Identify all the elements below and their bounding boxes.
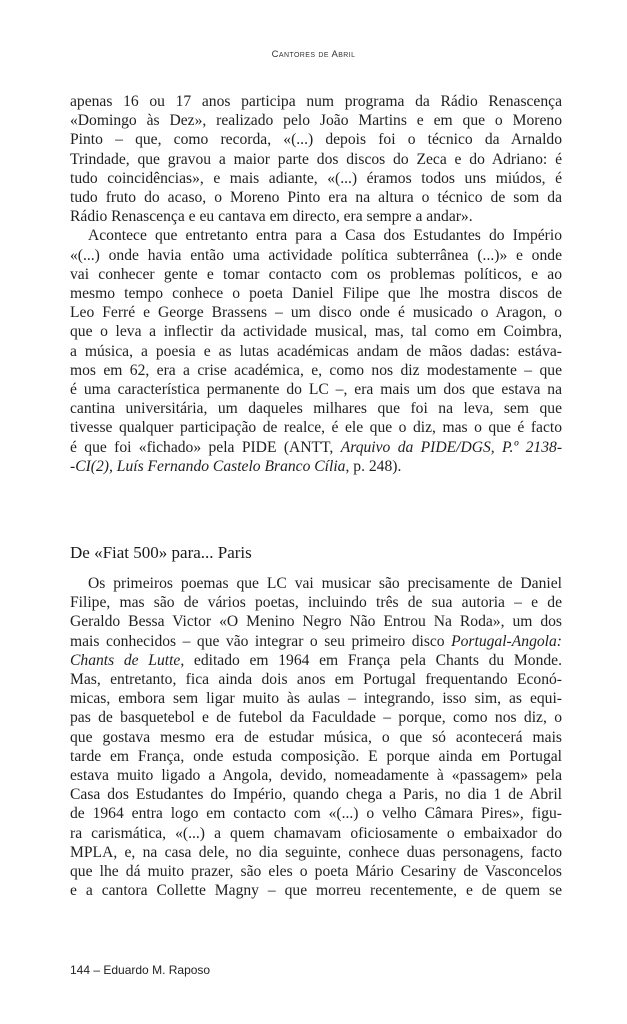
- text-line: é uma característica permanente do LC –, era mais um dos que estava na: [70, 381, 562, 399]
- text-run: é que foi «fichado» pela PIDE (ANTT,: [70, 438, 341, 456]
- text-line: estava muito ligado a Angola, devido, nomeadamente à «passagem» pela: [70, 767, 562, 785]
- text-line: Geraldo Bessa Victor «O Menino Negro Não Entrou Na Roda», um dos: [70, 613, 562, 631]
- running-head: [0, 49, 627, 60]
- text-line: que gostava mesmo era de estudar música, o que só acontecerá mais: [70, 728, 562, 746]
- text-line: Filipe, mas são de vários poetas, incluindo três de sua autoria – e de: [70, 594, 562, 612]
- paragraph-3: [70, 574, 562, 900]
- text-line: tudo fruto do acaso, o Moreno Pinto era na altura o técnico de som da: [70, 189, 562, 207]
- running-title: Cantores de Abril: [271, 49, 356, 60]
- paragraph-2: [70, 226, 562, 476]
- text-line: tarde em França, onde estuda composição. E porque ainda em Portugal: [70, 747, 562, 765]
- text-line: Mas, entretanto, fica ainda dois anos em Portugal frequentando Econó-: [70, 671, 562, 689]
- archive-reference: Arquivo da PIDE/DGS, P.º 2138-: [340, 438, 563, 456]
- section-heading: De «Fiat 500» para... Paris: [70, 543, 252, 562]
- text-line: [70, 438, 562, 457]
- text-run: , p. 248).: [345, 457, 402, 475]
- text-line: Rádio Renascença e eu cantava em directo, era sempre a andar».: [70, 208, 473, 226]
- text-line: cantina universitária, um daqueles milhares que foi na leva, sem que: [70, 400, 562, 418]
- text-line: apenas 16 ou 17 anos participa num programa da Rádio Renascença: [70, 93, 562, 110]
- page-footer: [70, 963, 210, 977]
- paragraph-1: [70, 92, 562, 226]
- text-line: micas, embora sem ligar muito às aulas – integrando, isso sim, as equi-: [70, 690, 562, 708]
- text-line: a música, a poesia e as lutas académicas andam de mãos dadas: estáva-: [70, 342, 562, 360]
- text-line: mos em 62, era a crise académica, e, como nos diz modestamente – que: [70, 361, 562, 379]
- text-line: mesmo tempo conhece o poeta Daniel Filipe que lhe mostra discos de: [70, 285, 562, 303]
- folio: 144 – Eduardo M. Raposo: [70, 963, 211, 977]
- text-run: , editado em 1964 em França pela Chants du Monde.: [180, 651, 562, 669]
- section-body: [70, 574, 562, 900]
- text-line: MPLA, e, na casa dele, no dia seguinte, conhece duas personagens, facto: [70, 843, 562, 861]
- archive-reference-cont: -CI(2), Luís Fernando Castelo Branco Cília: [70, 457, 346, 475]
- text-line: [70, 632, 562, 651]
- text-line: Trindade, que gravou a maior parte dos discos do Zeca e do Adriano: é: [70, 150, 562, 168]
- text-line: Acontece que entretanto entra para a Casa dos Estudantes do Império: [88, 227, 562, 245]
- text-line: de 1964 entra logo em contacto com «(...) o velho Câmara Pires», figu-: [70, 805, 562, 823]
- text-line: Leo Ferré e George Brassens – um disco onde é musicado o Aragon, o: [70, 304, 562, 322]
- text-line: tudo coincidências», e mais adiante, «(...) éramos todos uns miúdos, é: [70, 169, 562, 187]
- text-line: Pinto – que, como recorda, «(...) depois foi o técnico da Arnaldo: [70, 131, 562, 149]
- text-line: pas de basquetebol e de futebol da Faculdade – porque, como nos diz, o: [70, 709, 562, 727]
- text-line: que o leva a inflectir da actividade musical, mas, tal como em Coimbra,: [70, 323, 562, 341]
- text-run: mais conhecidos – que vão integrar o seu primeiro disco: [70, 632, 452, 650]
- album-title-cont: Chants de Lutte: [70, 651, 181, 669]
- text-line: e a cantora Collette Magny – que morreu recentemente, e de quem se: [70, 882, 562, 900]
- text-line: que lhe dá muito prazer, são eles o poeta Mário Cesariny de Vasconcelos: [70, 863, 562, 881]
- text-line: Casa dos Estudantes do Império, quando chega a Paris, no dia 1 de Abril: [70, 786, 562, 804]
- text-line: vai conhecer gente e tomar contacto com os problemas políticos, e ao: [70, 265, 562, 283]
- text-line: tivesse qualquer participação de realce, é ele que o diz, mas o que é facto: [70, 419, 562, 437]
- text-line: [70, 457, 562, 476]
- text-line: [70, 651, 562, 670]
- text-line: ra carismática, «(...) a quem chamavam oficiosamente o embaixador do: [70, 824, 562, 842]
- body-text: [70, 92, 562, 476]
- album-title: Portugal-Angola:: [451, 632, 562, 650]
- text-line: «Domingo às Dez», realizado pelo João Martins e em que o Moreno: [70, 112, 562, 130]
- text-line: Os primeiros poemas que LC vai musicar são precisamente de Daniel: [88, 575, 562, 592]
- text-line: «(...) onde havia então uma actividade política subterrânea (...)» e onde: [70, 246, 562, 264]
